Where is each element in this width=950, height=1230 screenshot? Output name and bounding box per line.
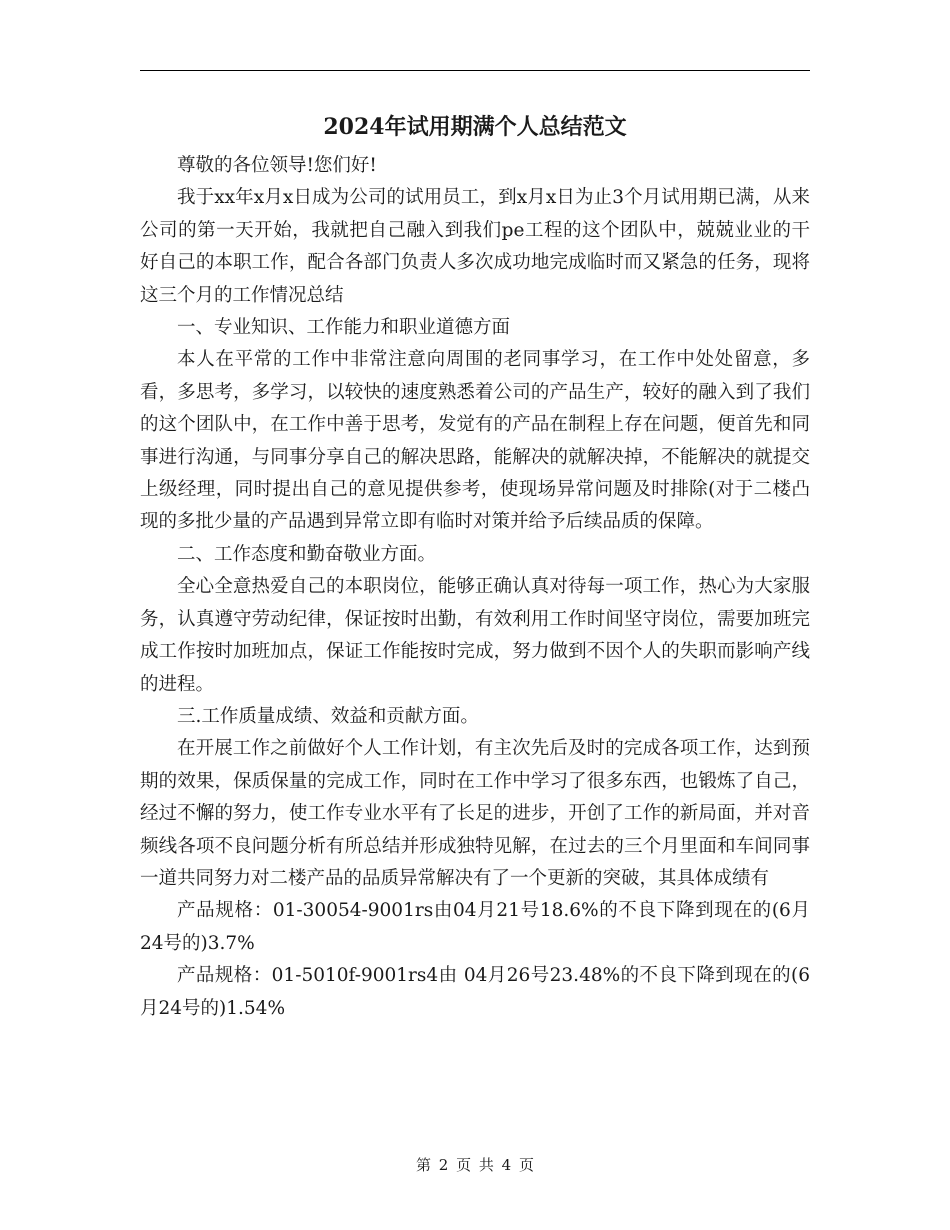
- paragraph-product-spec-2: 产品规格：01-5010f-9001rs4由 04月26号23.48%的不良下降到现在的(6月24号的)1.54%: [140, 965, 810, 1019]
- section-heading-3: 三.工作质量成绩、效益和贡献方面。: [177, 705, 479, 727]
- section-heading-1: 一、专业知识、工作能力和职业道德方面: [177, 317, 511, 339]
- paragraph-intro: 我于xx年x月x日成为公司的试用员工，到x月x日为止3个月试用期已满，从来公司的第一天开始，我就把自己融入到我们pe工程的这个团队中，兢兢业业的干好自己的本职工作，配合各部门负责人多次成功地完成临时而又紧急的任务，现将这三个月的工作情况总结: [140, 187, 810, 306]
- document-title: 2024年试用期满个人总结范文: [323, 114, 627, 140]
- page-footer: 第 2 页 共 4 页: [416, 1156, 534, 1174]
- paragraph-greeting: 尊敬的各位领导!您们好!: [177, 155, 377, 176]
- paragraph-section-1: 本人在平常的工作中非常注意向周围的老同事学习，在工作中处处留意，多看，多思考，多学习，以较快的速度熟悉着公司的产品生产，较好的融入到了我们的这个团队中，在工作中善于思考，发觉有的产品在制程上存在问题，便首先和同事进行沟通，与同事分享自己的解决思路，能解决的就解决掉，不能解决的就提交上级经理，同时提出自己的意见提供参考，使现场异常问题及时排除(对于二楼凸现的多批少量的产品遇到异常立即有临时对策并给予后续品质的保障。: [140, 349, 810, 533]
- section-heading-2: 二、工作态度和勤奋敬业方面。: [177, 543, 437, 565]
- paragraph-section-3: 在开展工作之前做好个人工作计划，有主次先后及时的完成各项工作，达到预期的效果，保质保量的完成工作，同时在工作中学习了很多东西，也锻炼了自己，经过不懈的努力，使工作专业水平有了长足的进步，开创了工作的新局面，并对音频线各项不良问题分析有所总结并形成独特见解，在过去的三个月里面和车间同事一道共同努力对二楼产品的品质异常解决有了一个更新的突破，其具体成绩有: [140, 738, 810, 889]
- paragraph-product-spec-1: 产品规格：01-30054-9001rs由04月21号18.6%的不良下降到现在的(6月24号的)3.7%: [140, 900, 810, 954]
- document-body: [140, 150, 810, 1025]
- header-rule: [140, 70, 810, 71]
- paragraph-section-2: 全心全意热爱自己的本职岗位，能够正确认真对待每一项工作，热心为大家服务，认真遵守劳动纪律，保证按时出勤，有效利用工作时间坚守岗位，需要加班完成工作按时加班加点，保证工作能按时完成，努力做到不因个人的失职而影响产线的进程。: [140, 576, 810, 695]
